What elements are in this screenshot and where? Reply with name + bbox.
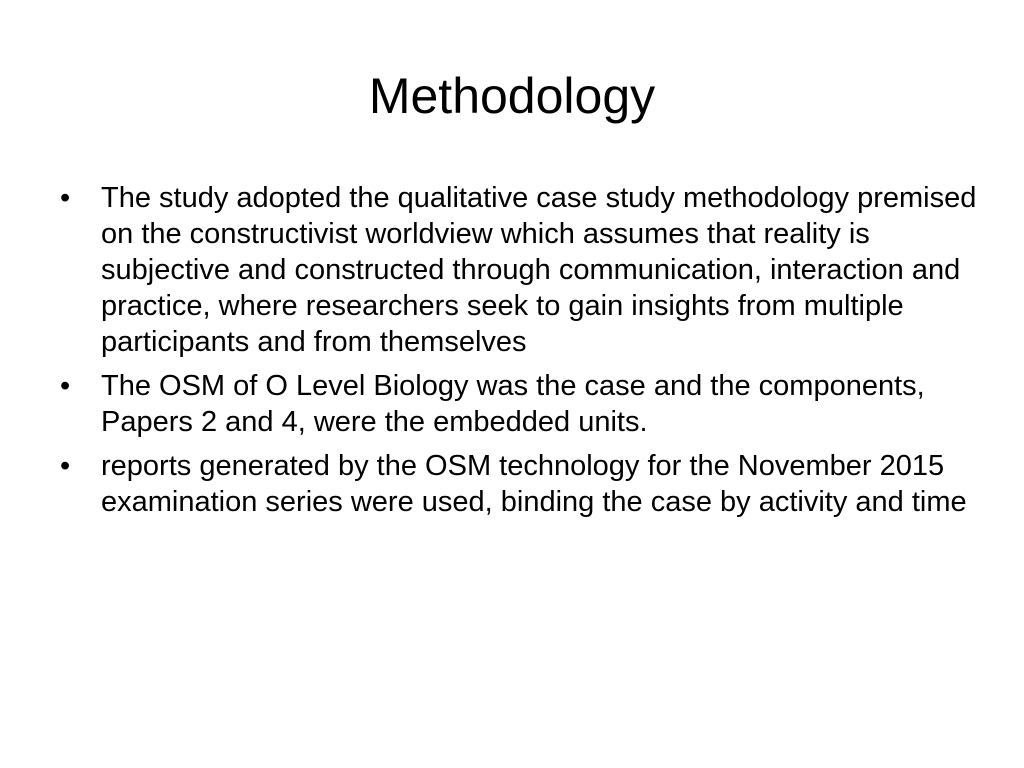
bullet-icon: • [60,182,71,214]
bullet-text: The OSM of O Level Biology was the case and the components, Papers 2 and 4, were the embedded units. [101,370,925,438]
bullet-list [60,180,980,528]
slide-title: Methodology [368,68,656,124]
bullet-item [60,180,980,360]
bullet-text: The study adopted the qualitative case study methodology premised on the constructivist worldview which assumes that reality is subjective and constructed through communication, interaction and practice, where researchers seek to gain insights from multiple participants and from themselves [101,182,977,358]
bullet-item [60,368,980,440]
bullet-icon: • [60,370,71,402]
bullet-text: reports generated by the OSM technology for the November 2015 examination series were used, binding the case by activity and time [101,450,967,518]
bullet-icon: • [60,450,71,482]
bullet-item [60,448,980,520]
